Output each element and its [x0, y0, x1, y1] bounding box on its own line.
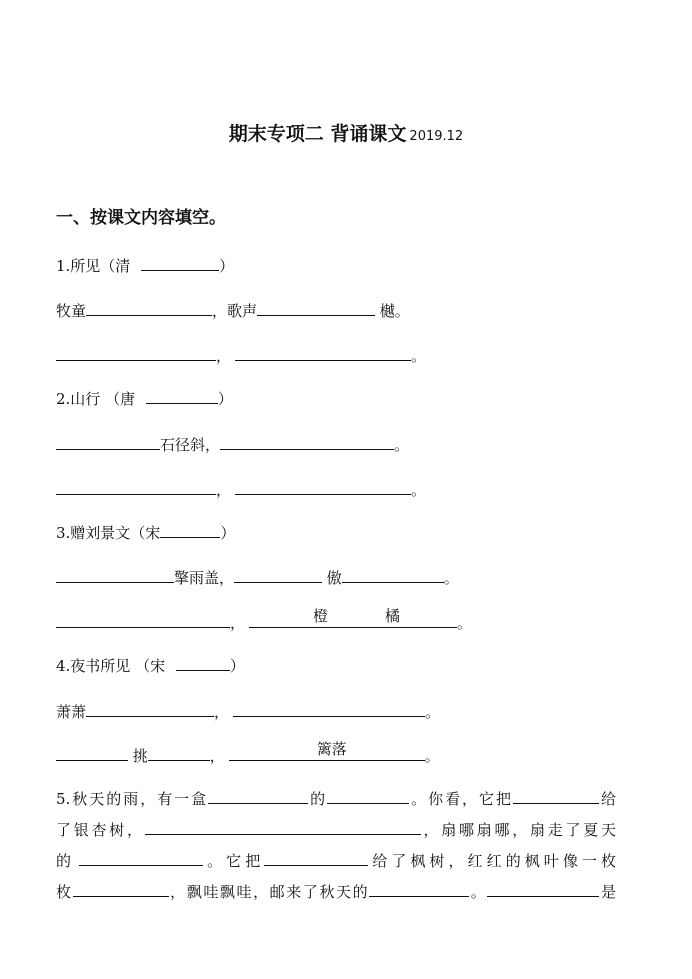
- q4-l1-a: 萧萧: [56, 703, 87, 721]
- q5-text-13: 是: [599, 883, 616, 901]
- q5-text-9: 给了枫树，红红的枫叶像一枚: [368, 852, 616, 870]
- q3-blank-4[interactable]: [56, 610, 230, 628]
- q3-l1-end: 。: [443, 569, 459, 587]
- q3-poet-blank[interactable]: [160, 520, 220, 538]
- q4-line-2: [56, 740, 440, 765]
- q2-l2-end: 。: [411, 481, 427, 499]
- q3-word-cheng: 橙: [313, 607, 329, 625]
- q5-text-6: ，扇哪扇哪，扇走了夏天: [420, 821, 616, 839]
- q3-blank-2[interactable]: [234, 565, 322, 583]
- q5-text-10: 枚: [56, 883, 73, 901]
- q5-line-3: [56, 847, 616, 876]
- q2-heading-text: 2.山行 （唐: [56, 390, 136, 408]
- q4-l2-comma: ，: [209, 747, 225, 765]
- q5-text-7: 的: [56, 852, 76, 870]
- q2-line-2: [56, 477, 426, 499]
- q4-heading: [56, 653, 245, 675]
- q2-blank-2[interactable]: [220, 432, 394, 450]
- q2-l2-comma: ，: [216, 481, 232, 499]
- q1-l1-a: 牧童: [56, 302, 87, 320]
- q2-l1-a: 石径斜，: [160, 436, 221, 454]
- title-date: 2019.12: [409, 129, 464, 144]
- section-heading: 一、按课文内容填空。: [56, 208, 226, 228]
- q5-text-8: 。它把: [203, 852, 265, 870]
- q4-blank-3[interactable]: [56, 743, 128, 761]
- q2-blank-3[interactable]: [56, 477, 216, 495]
- q4-word-liluo: 篱落: [316, 740, 347, 758]
- q1-heading: [56, 253, 234, 275]
- q5-blank-6[interactable]: [264, 848, 368, 866]
- q3-line-2: [56, 607, 473, 632]
- q5-blank-3[interactable]: [513, 786, 599, 804]
- q1-blank-2[interactable]: [257, 298, 375, 316]
- q1-heading-close: ）: [219, 257, 235, 275]
- q2-blank-1[interactable]: [56, 432, 160, 450]
- q3-l2-comma: ，: [230, 614, 246, 632]
- q1-blank-4[interactable]: [235, 343, 411, 361]
- q2-poet-blank[interactable]: [146, 386, 218, 404]
- q4-l2-a: 挑: [128, 747, 148, 765]
- q2-l1-end: 。: [394, 436, 410, 454]
- q4-heading-close: ）: [229, 657, 245, 675]
- q4-poet-blank[interactable]: [176, 653, 230, 671]
- q3-heading-close: ）: [220, 524, 236, 542]
- q5-text-3: 。你看，它把: [409, 790, 513, 808]
- q3-l2-end: 。: [457, 614, 473, 632]
- q4-blank-2[interactable]: [233, 699, 425, 717]
- q5-text-11: ，飘哇飘哇，邮来了秋天的: [168, 883, 370, 901]
- q1-l1-c: 樾。: [375, 302, 410, 320]
- q4-blank-4[interactable]: [148, 743, 210, 761]
- q3-blank-5[interactable]: [249, 607, 457, 628]
- q5-text-1: 5.秋天的雨，有一盒: [56, 790, 209, 808]
- q5-blank-1[interactable]: [208, 786, 308, 804]
- q3-heading: [56, 520, 235, 542]
- q5-line-2: [56, 816, 616, 845]
- q4-blank-1[interactable]: [86, 699, 214, 717]
- q3-blank-1[interactable]: [56, 565, 174, 583]
- q4-l1-comma: ，: [214, 703, 230, 721]
- q1-blank-3[interactable]: [56, 343, 216, 361]
- q4-line-1: [56, 699, 440, 721]
- q3-heading-text: 3.赠刘景文（宋: [56, 524, 161, 542]
- q3-l1-b: 傲: [322, 569, 342, 587]
- q5-blank-4[interactable]: [145, 817, 421, 835]
- page-title: [0, 119, 692, 146]
- q2-heading-close: ）: [217, 390, 233, 408]
- q5-line-4: [56, 878, 616, 907]
- q5-blank-9[interactable]: [487, 879, 599, 897]
- q5-blank-2[interactable]: [327, 786, 409, 804]
- q3-line-1: [56, 565, 459, 587]
- title-text: 期末专项二 背诵课文: [228, 123, 407, 145]
- q5-blank-7[interactable]: [73, 879, 169, 897]
- q5-text-5: 了银杏树，: [56, 821, 145, 839]
- q1-l2-comma: ，: [216, 347, 232, 365]
- q4-l1-end: 。: [425, 703, 441, 721]
- q1-blank-1[interactable]: [86, 298, 212, 316]
- q4-blank-5[interactable]: [229, 740, 425, 761]
- q1-line-1: [56, 298, 410, 320]
- q1-l1-b: ，歌声: [212, 302, 258, 320]
- q1-heading-text: 1.所见（清: [56, 257, 131, 275]
- q3-l1-a: 擎雨盖，: [174, 569, 235, 587]
- q1-line-2: [56, 343, 426, 365]
- q5-blank-5[interactable]: [79, 848, 203, 866]
- q5-blank-8[interactable]: [369, 879, 469, 897]
- q4-l2-end: 。: [424, 747, 440, 765]
- q1-l2-end: 。: [411, 347, 427, 365]
- q2-blank-4[interactable]: [235, 477, 411, 495]
- q3-word-ju: 橘: [385, 607, 401, 625]
- q2-heading: [56, 386, 233, 408]
- q5-text-2: 的: [308, 790, 328, 808]
- q4-heading-text: 4.夜书所见 （宋: [56, 657, 166, 675]
- q5-text-4: 给: [599, 790, 616, 808]
- q5-text-12: 。: [469, 883, 488, 901]
- q1-poet-blank[interactable]: [141, 253, 219, 271]
- q3-blank-3[interactable]: [342, 565, 444, 583]
- q5-line-1: [56, 785, 616, 814]
- q2-line-1: [56, 432, 409, 454]
